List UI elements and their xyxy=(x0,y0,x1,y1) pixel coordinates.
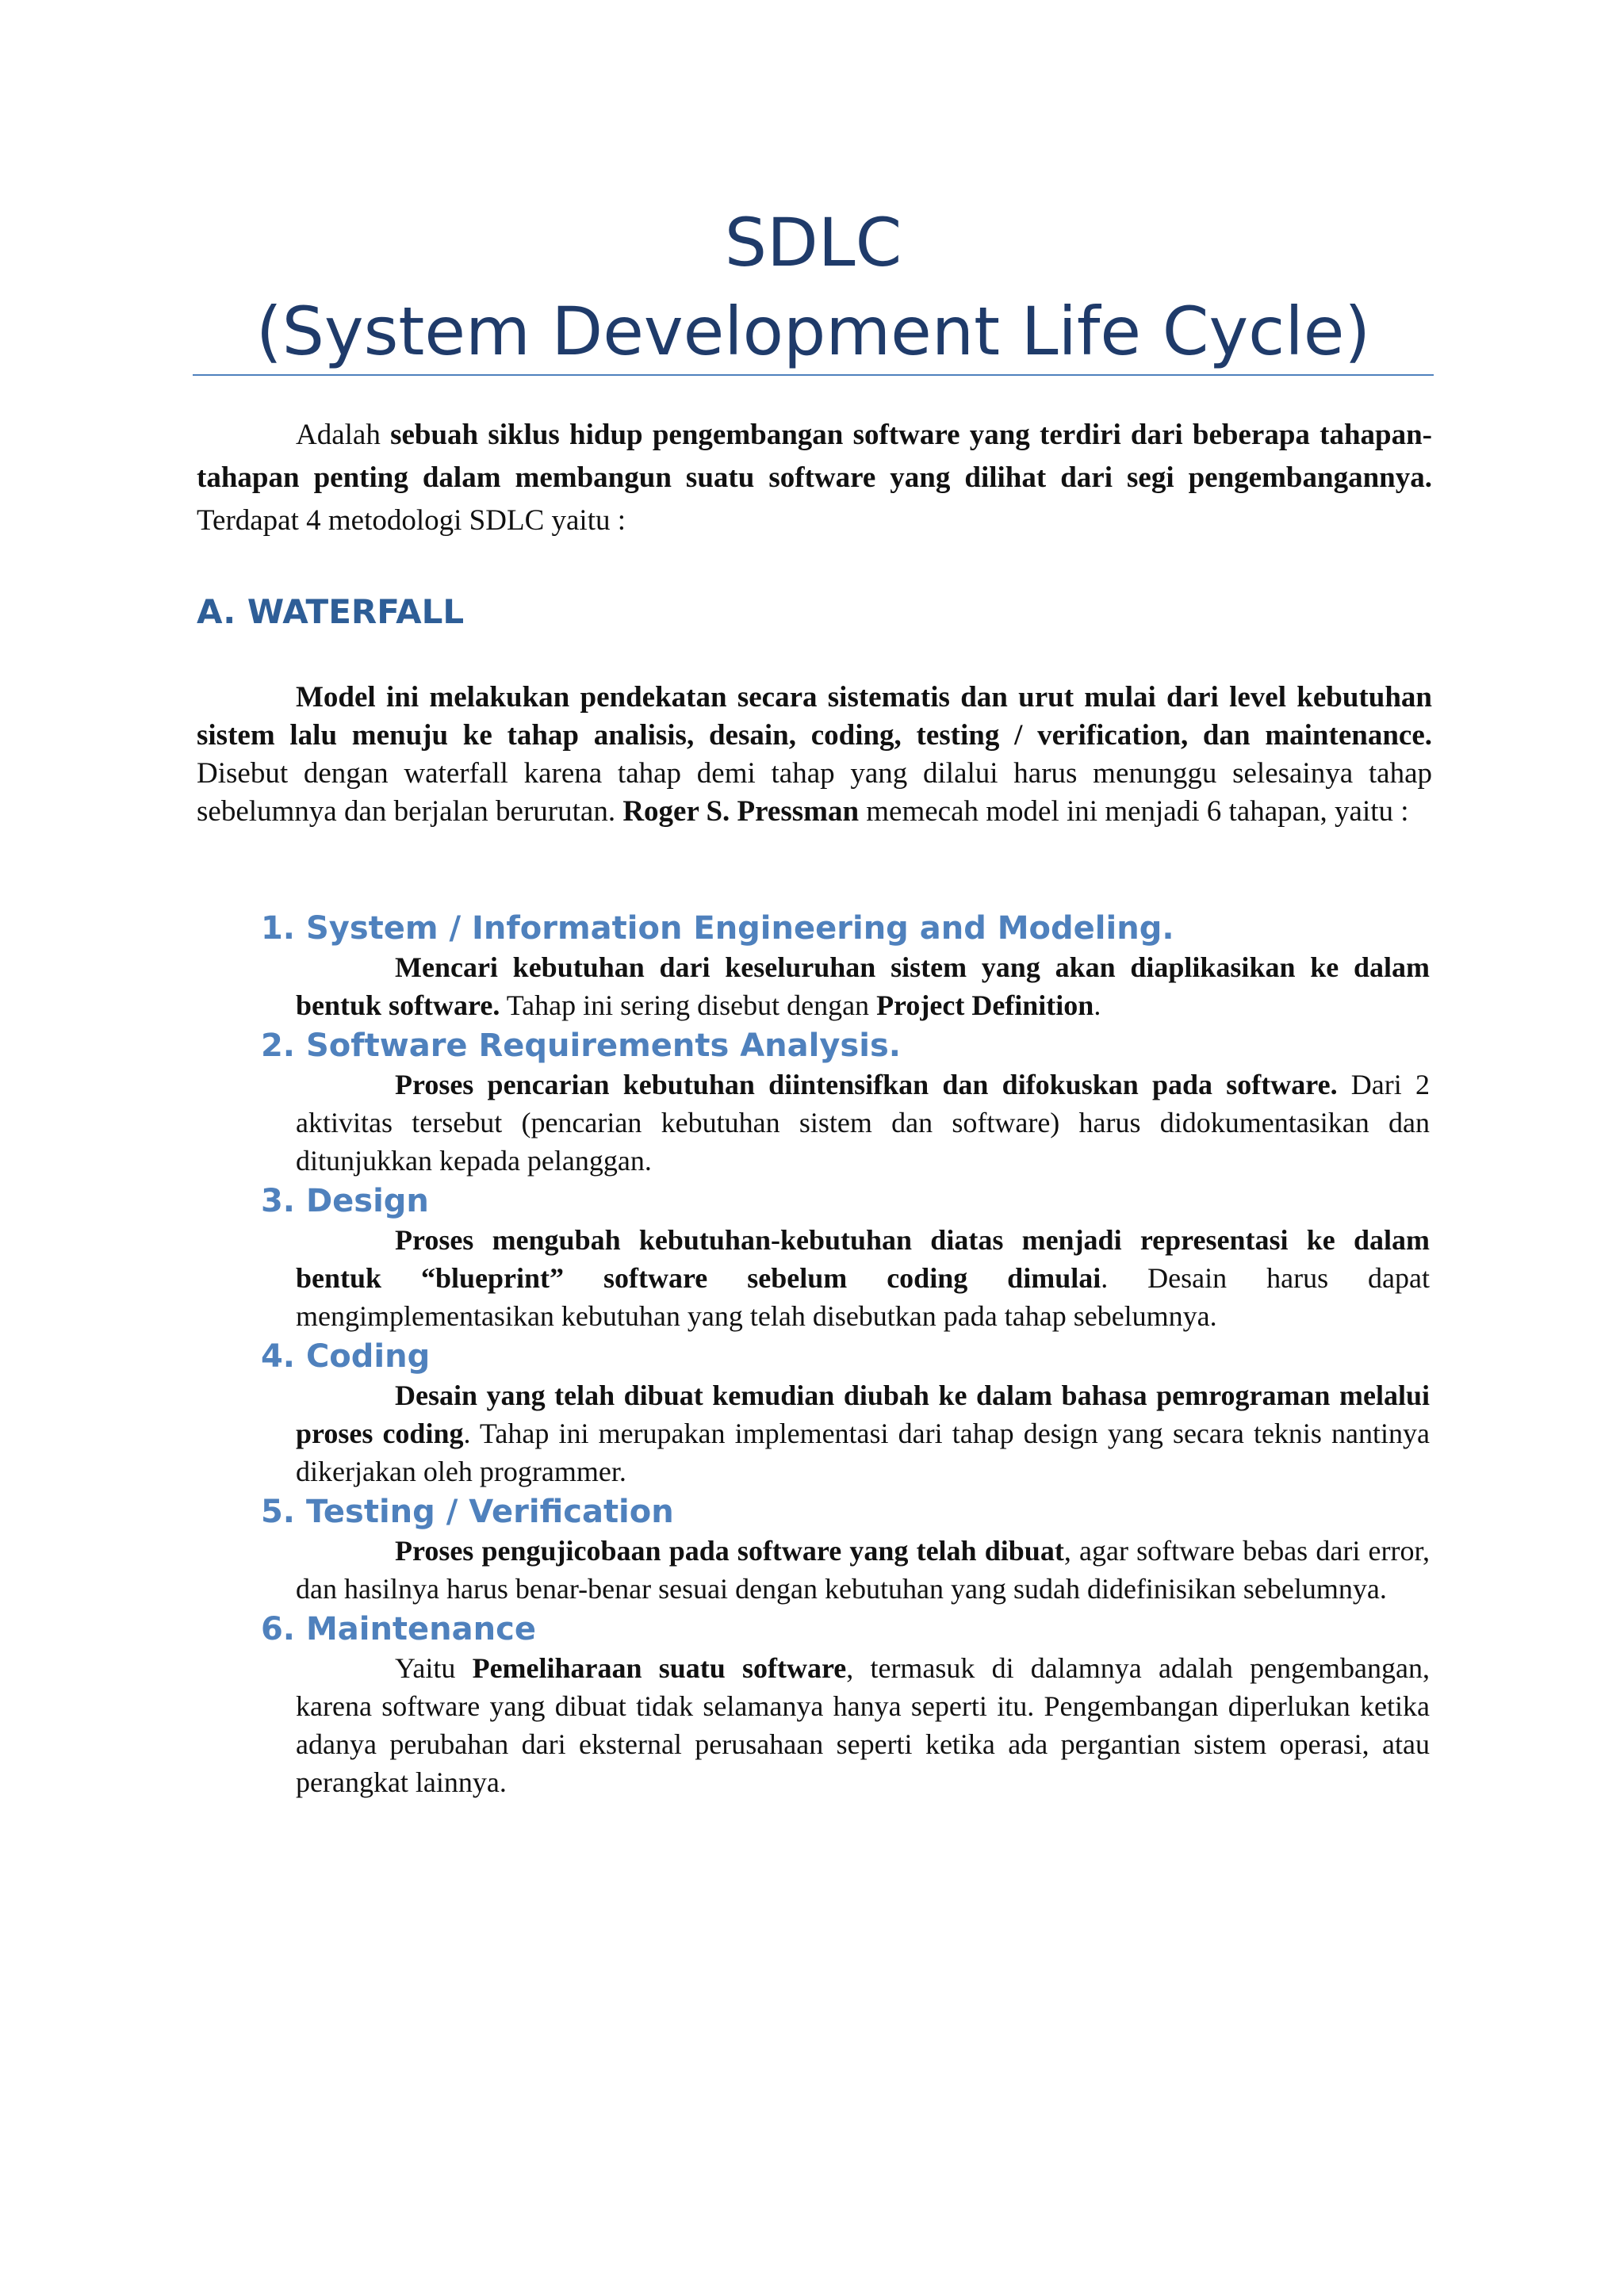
step-body xyxy=(296,948,1430,1024)
list-item xyxy=(197,1609,1434,1801)
step-bold: Proses pengujicobaan pada software yang telah dibuat xyxy=(395,1535,1064,1567)
intro-paragraph xyxy=(197,414,1432,542)
step-lead: Yaitu xyxy=(395,1652,473,1684)
step-body xyxy=(296,1066,1430,1180)
waterfall-bold-2: Roger S. Pressman xyxy=(622,795,860,828)
step-number: 6. xyxy=(260,1611,295,1647)
waterfall-bold-1: Model ini melakukan pendekatan secara sistematis dan urut mulai dari level kebutuhan sistem lalu menuju ke tahap analisis, desain, coding, testing / verification, dan maintenance. xyxy=(197,681,1432,752)
step-number: 1. xyxy=(260,910,295,947)
step-heading xyxy=(197,1337,1434,1376)
list-item xyxy=(197,1337,1434,1490)
intro-lead: Adalah xyxy=(296,419,391,451)
step-number: 3. xyxy=(260,1183,295,1219)
title-underline xyxy=(193,374,1434,376)
title-line-2: (System Development Life Cycle) xyxy=(255,293,1371,370)
list-item xyxy=(197,1492,1434,1608)
waterfall-text-1: Disebut dengan waterfall karena tahap demi tahap yang dilalui harus menunggu selesainya tahap sebelumnya dan berjalan berurutan. xyxy=(197,757,1432,828)
intro-bold: sebuah siklus hidup pengembangan software yang terdiri dari beberapa tahapan-tahapan penting dalam membangun suatu software yang dilihat dari segi pengembangannya. xyxy=(197,419,1432,494)
step-text: Tahap ini sering disebut dengan xyxy=(500,989,877,1021)
step-body xyxy=(296,1376,1430,1490)
list-item xyxy=(197,1026,1434,1180)
section-heading-waterfall: A. WATERFALL xyxy=(197,592,465,631)
title-line-1: SDLC xyxy=(724,204,902,281)
step-number: 5. xyxy=(260,1494,295,1530)
step-number: 2. xyxy=(260,1027,295,1064)
intro-tail: Terdapat 4 metodologi SDLC yaitu : xyxy=(197,504,626,537)
waterfall-text-2: memecah model ini menjadi 6 tahapan, yaitu : xyxy=(859,795,1409,828)
list-item xyxy=(197,909,1434,1024)
step-title: Design xyxy=(305,1183,429,1219)
step-title: Testing / Verification xyxy=(305,1494,674,1530)
step-heading xyxy=(197,1492,1434,1532)
step-text: . Desain harus dapat mengimplementasikan kebutuhan yang telah disebutkan pada tahap sebelumnya. xyxy=(296,1262,1430,1332)
step-heading xyxy=(197,909,1434,948)
step-body xyxy=(296,1532,1430,1608)
document-title xyxy=(193,198,1434,376)
step-bold: Mencari kebutuhan dari keseluruhan sistem yang akan diaplikasikan ke dalam bentuk software. xyxy=(296,951,1430,1021)
step-title: Coding xyxy=(305,1338,431,1375)
step-body xyxy=(296,1649,1430,1801)
step-heading xyxy=(197,1026,1434,1066)
step-title: System / Information Engineering and Modeling. xyxy=(305,910,1174,947)
step-text: , agar software bebas dari error, dan hasilnya harus benar-benar sesuai dengan kebutuhan yang sudah didefinisikan sebelumnya. xyxy=(296,1535,1430,1605)
waterfall-steps-list xyxy=(197,909,1434,1803)
step-text-2: . xyxy=(1094,989,1101,1021)
step-text: . Tahap ini merupakan implementasi dari tahap design yang secara teknis nantinya dikerjakan oleh programmer. xyxy=(296,1418,1431,1487)
waterfall-paragraph xyxy=(197,679,1432,831)
step-heading xyxy=(197,1609,1434,1649)
step-bold-2: Project Definition xyxy=(876,989,1094,1021)
step-bold: Desain yang telah dibuat kemudian diubah ke dalam bahasa pemrograman melalui proses coding xyxy=(296,1380,1430,1449)
step-title: Software Requirements Analysis. xyxy=(305,1027,901,1064)
step-title: Maintenance xyxy=(305,1611,536,1647)
step-number: 4. xyxy=(260,1338,295,1375)
step-body xyxy=(296,1221,1430,1335)
step-bold: Pemeliharaan suatu software xyxy=(472,1652,847,1684)
list-item xyxy=(197,1181,1434,1335)
step-text: Dari 2 aktivitas tersebut (pencarian kebutuhan sistem dan software) harus didokumentasikan dan ditunjukkan kepada pelanggan. xyxy=(296,1069,1430,1177)
step-heading xyxy=(197,1181,1434,1221)
step-text: , termasuk di dalamnya adalah pengembangan, karena software yang dibuat tidak selamanya hanya seperti itu. Pengembangan diperlukan ketika adanya perubahan dari eksternal perusahaan seperti ketika ada pergantian sistem operasi, atau perangkat lainnya. xyxy=(296,1652,1430,1798)
step-bold: Proses mengubah kebutuhan-kebutuhan diatas menjadi representasi ke dalam bentuk “blueprint” software sebelum coding dimulai xyxy=(296,1224,1430,1294)
step-bold: Proses pencarian kebutuhan diintensifkan dan difokuskan pada software. xyxy=(395,1069,1338,1100)
